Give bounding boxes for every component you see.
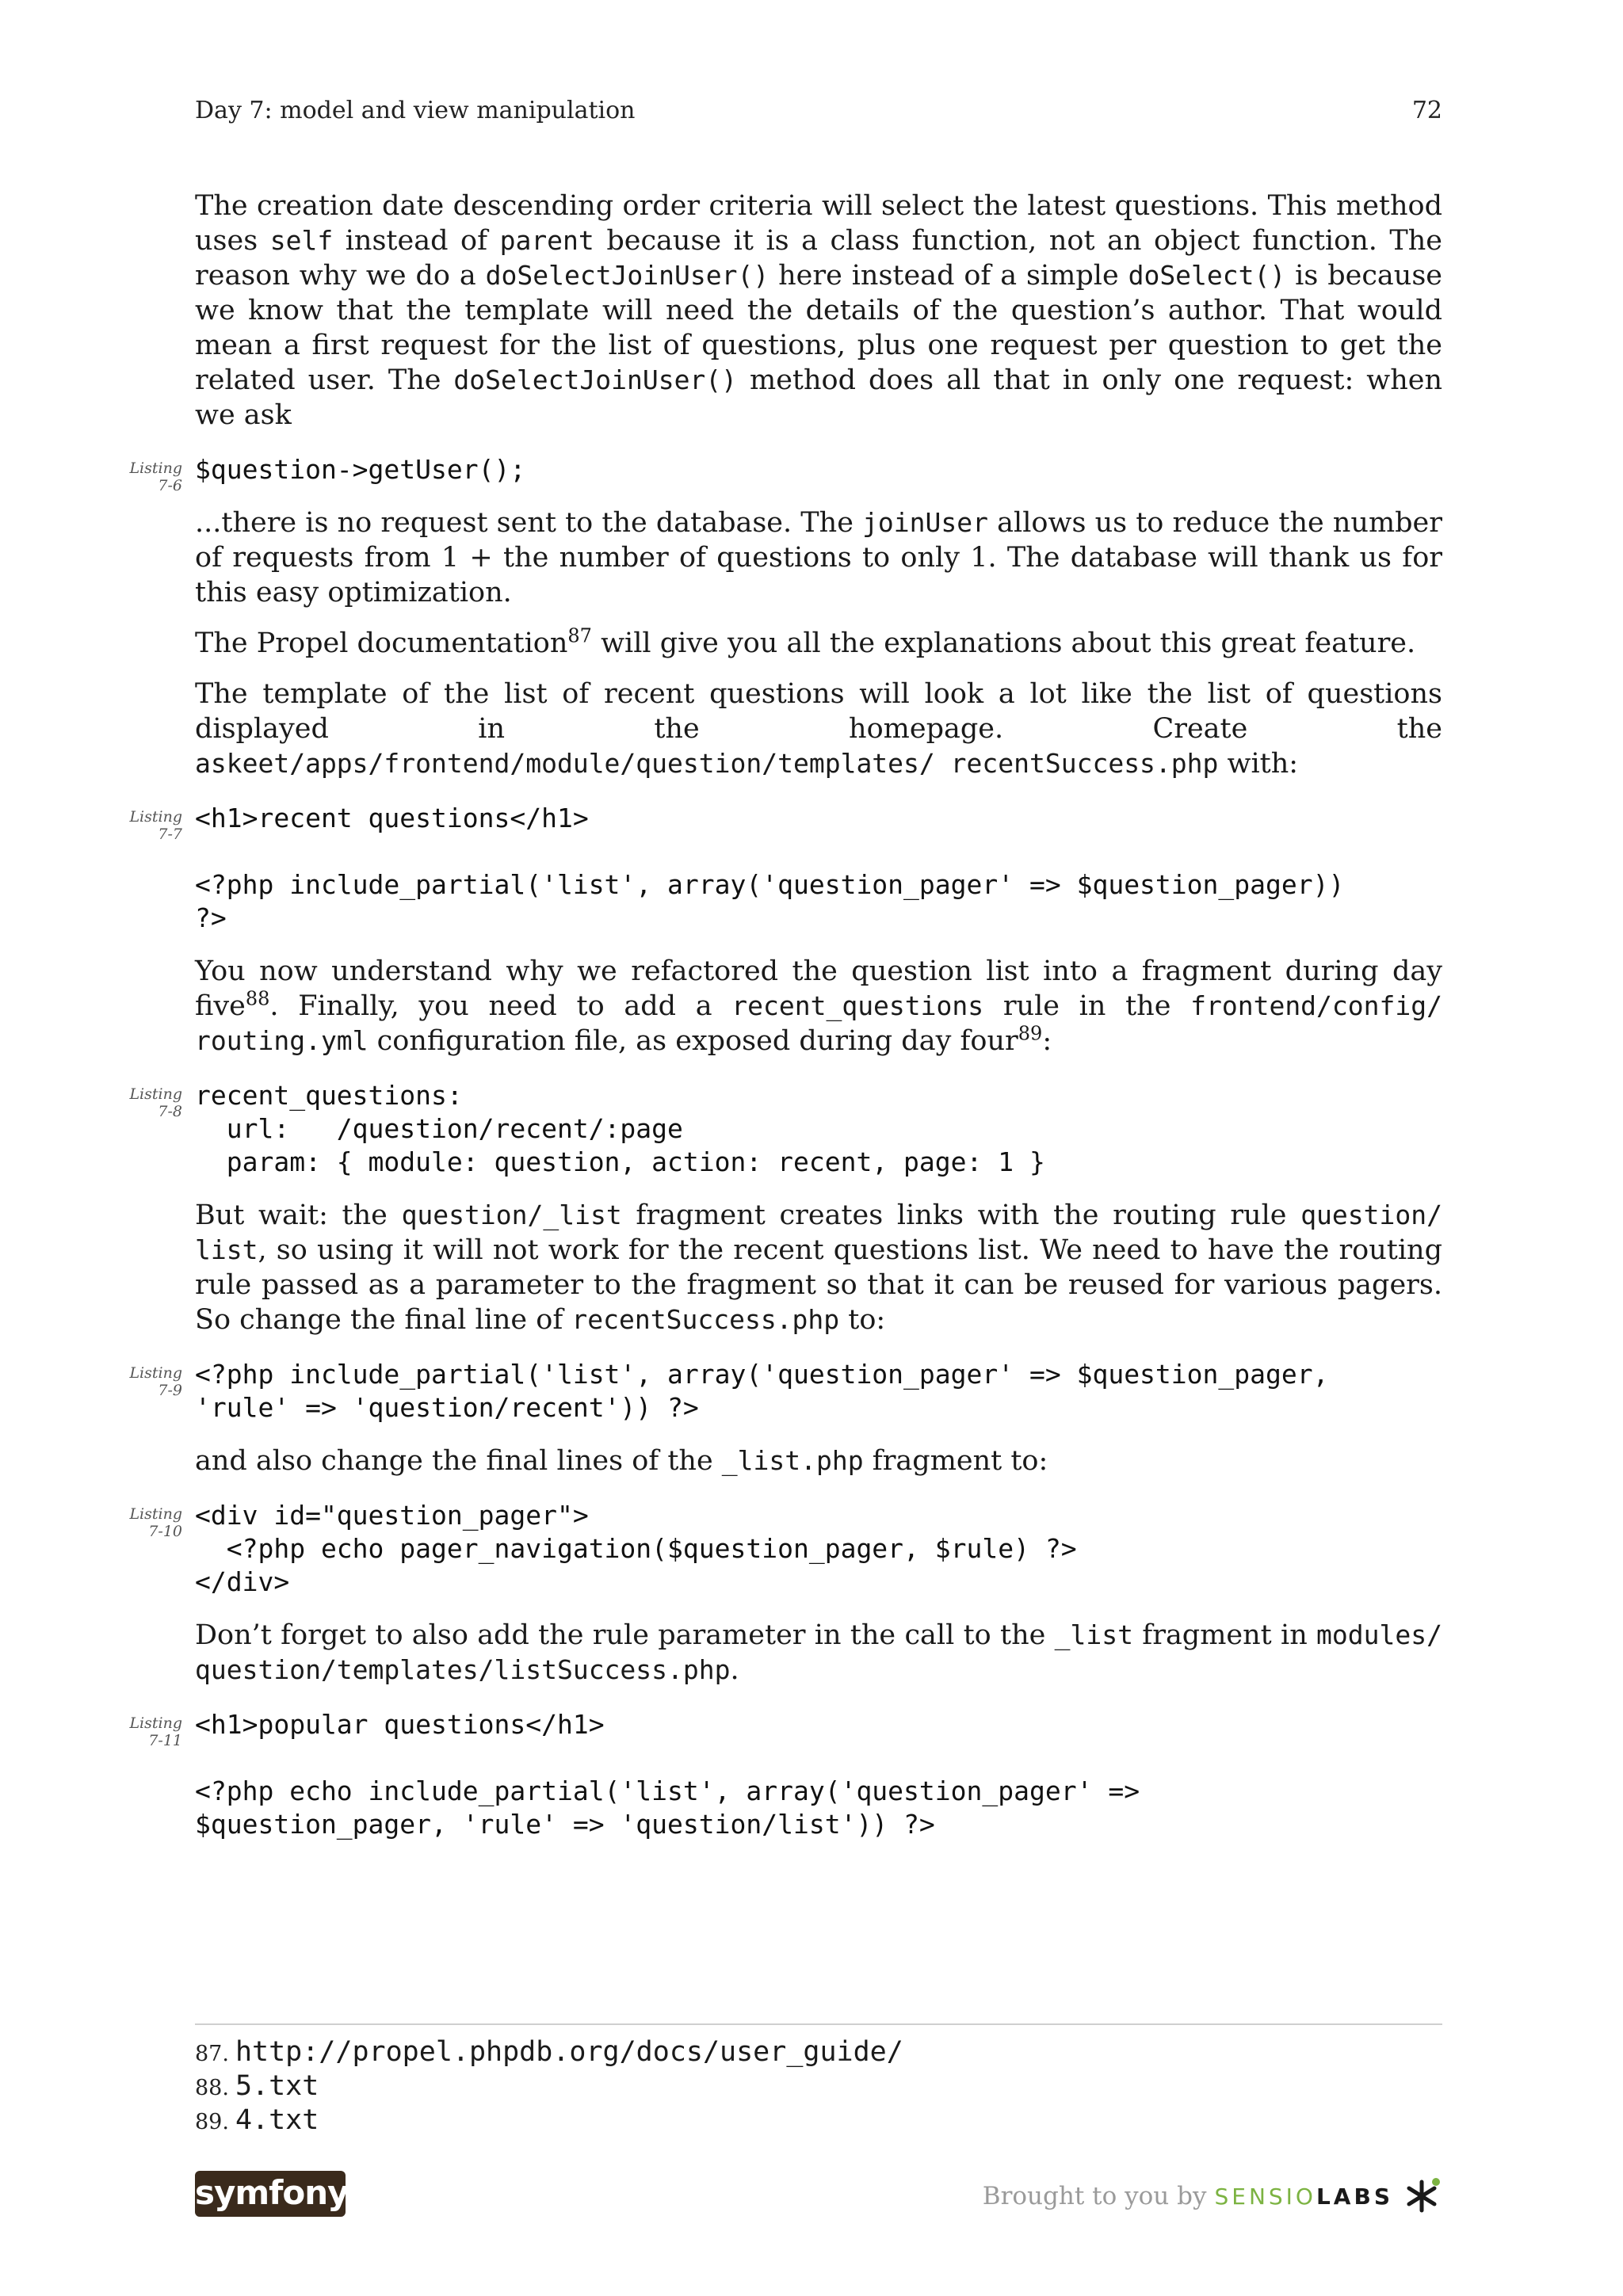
listing-7-6: [129, 453, 1442, 494]
sensiolabs-wordmark: [1214, 2183, 1393, 2210]
inline-code: askeet/apps/frontend/module/question/templates/ recentSuccess.php: [195, 748, 1219, 779]
listing-label-number: 7-8: [158, 1103, 182, 1120]
main-content: [129, 189, 1443, 1860]
paragraph-5: [195, 954, 1442, 1058]
listing-label-word: Listing: [129, 460, 182, 477]
text: will give you all the explanations about this great feature.: [591, 627, 1416, 659]
listing-label-word: Listing: [129, 1085, 182, 1103]
footnote-87: [195, 2036, 1442, 2070]
paragraph-2: [195, 505, 1442, 610]
inline-code: recent_questions: [731, 990, 984, 1021]
listing-label-number: 7-6: [158, 477, 182, 494]
text: fragment creates links with the routing rule: [621, 1199, 1301, 1231]
footnotes: [195, 2023, 1442, 2138]
listing-label: [119, 1085, 182, 1120]
page-number: 72: [1411, 97, 1442, 124]
page-header: [195, 97, 1442, 124]
text: fragment in: [1132, 1619, 1317, 1651]
footnote-88: [195, 2070, 1442, 2104]
footnote-ref[interactable]: 89: [1018, 1022, 1043, 1045]
sensiolabs-logo-icon: [1401, 2176, 1442, 2217]
text: allows us to reduce the number of requests from 1 + the number of questions to only 1. The database will thank us for this easy optimization.: [195, 507, 1442, 608]
listing-label-word: Listing: [129, 1714, 182, 1732]
inline-code: doSelectJoinUser(): [485, 260, 769, 291]
listing-label-number: 7-9: [158, 1382, 182, 1399]
listing-7-8: [129, 1079, 1442, 1179]
code-block: <h1>popular questions</h1> <?php echo include_partial('list', array('question_pager' => $question_pager, 'rule' => 'question/list')) ?>: [195, 1709, 1140, 1840]
inline-code: recentSuccess.php: [571, 1304, 840, 1335]
footnote-number: 87.: [195, 2042, 229, 2066]
listing-label-word: Listing: [129, 808, 182, 826]
text: The Propel documentation: [195, 627, 568, 659]
inline-code: doSelect(): [1128, 260, 1286, 291]
text: fragment to:: [863, 1445, 1048, 1477]
footnote-ref[interactable]: 87: [567, 624, 592, 647]
listing-label: [119, 460, 182, 494]
footnote-number: 88.: [195, 2076, 229, 2100]
listing-label: [119, 1364, 182, 1399]
text: instead of: [333, 225, 500, 257]
inline-code: _list.php: [721, 1445, 864, 1476]
text: Don’t forget to also add the rule parameter in the call to the: [195, 1619, 1055, 1651]
symfony-logo: symfony: [195, 2171, 346, 2217]
listing-7-9: [129, 1358, 1442, 1425]
text: rule in the: [983, 990, 1191, 1022]
listing-label-word: Listing: [129, 1505, 182, 1523]
text: with:: [1218, 748, 1299, 780]
listing-label-word: Listing: [129, 1364, 182, 1382]
footnote-number: 89.: [195, 2110, 229, 2134]
text: method does all that in only one request: when we ask: [195, 364, 1443, 431]
footnote-link[interactable]: http://propel.phpdb.org/docs/user_guide/: [235, 2036, 903, 2068]
text: ...there is no request sent to the database. The: [195, 507, 863, 539]
code-block: recent_questions: url: /question/recent/:page param: { module: question, action: recent, page: 1 }: [195, 1080, 1045, 1177]
brought-to-you-text: Brought to you by: [982, 2182, 1207, 2210]
inline-code: joinUser: [862, 507, 989, 538]
inline-code: _list: [1054, 1619, 1133, 1650]
text: The creation date descending order criteria will select the latest questions. This method uses: [195, 190, 1442, 257]
text: . Finally, you need to add a: [269, 990, 732, 1022]
footnote-ref[interactable]: 88: [245, 987, 270, 1010]
text: because it is a class function, not an object function. The reason why we do a: [195, 225, 1442, 292]
paragraph-1: [195, 189, 1442, 433]
paragraph-6: [195, 1198, 1442, 1337]
code-block: <div id="question_pager"> <?php echo pager_navigation($question_pager, $rule) ?> </div>: [195, 1500, 1077, 1597]
brand-part-2: LABS: [1316, 2183, 1393, 2210]
listing-7-10: [129, 1499, 1442, 1599]
paragraph-8: [195, 1618, 1442, 1688]
text: :: [1042, 1025, 1052, 1057]
listing-label-number: 7-10: [148, 1523, 182, 1540]
text: You now understand why we refactored the question list into a fragment during day five: [195, 955, 1442, 1022]
footnote-link[interactable]: 5.txt: [235, 2070, 319, 2102]
inline-code: question/ list: [195, 1199, 1442, 1265]
inline-code: parent: [499, 225, 594, 256]
listing-7-11: [129, 1708, 1442, 1841]
text: , so using it will not work for the recent questions list. We need to have the routing rule passed as a parameter to the fragment so that it can be reused for various pagers. So change the final line of: [195, 1234, 1442, 1336]
inline-code: modules/ question/templates/listSuccess.php: [195, 1619, 1442, 1685]
brand-part-1: SENSIO: [1214, 2183, 1316, 2210]
listing-label: [119, 808, 182, 843]
paragraph-4: [195, 677, 1442, 781]
listing-label: [119, 1714, 182, 1749]
footnote-89: [195, 2104, 1442, 2138]
text: But wait: the: [195, 1199, 402, 1231]
listing-label-number: 7-11: [148, 1732, 182, 1749]
text: The template of the list of recent questions will look a lot like the list of questions displayed in the homepage. Create the: [195, 678, 1442, 745]
footnote-link[interactable]: 4.txt: [235, 2104, 319, 2136]
inline-code: question/_list: [401, 1199, 622, 1230]
code-block: $question->getUser();: [195, 454, 526, 485]
text: configuration file, as exposed during day four: [368, 1025, 1018, 1057]
listing-7-7: [129, 802, 1442, 935]
text: here instead of a simple: [769, 260, 1128, 292]
footer-brand: [983, 2174, 1442, 2218]
inline-code: self: [269, 225, 334, 256]
inline-code: frontend/config/ routing.yml: [195, 990, 1442, 1056]
text: .: [730, 1654, 739, 1686]
paragraph-7: [195, 1444, 1442, 1478]
text: and also change the final lines of the: [195, 1445, 722, 1477]
text: to:: [839, 1304, 886, 1336]
listing-label-number: 7-7: [158, 826, 182, 843]
paragraph-3: [195, 626, 1442, 661]
inline-code: doSelectJoinUser(): [453, 364, 738, 395]
code-block: <h1>recent questions</h1> <?php include_partial('list', array('question_pager' => $question_pager)) ?>: [195, 803, 1345, 933]
code-block: <?php include_partial('list', array('question_pager' => $question_pager, 'rule' => 'question/recent')) ?>: [195, 1359, 1329, 1423]
chapter-title: Day 7: model and view manipulation: [195, 97, 636, 124]
text: is because we know that the template will need the details of the question’s author. That would mean a first request for the list of questions, plus one request per question to get the related user. The: [195, 260, 1442, 396]
listing-label: [119, 1505, 182, 1540]
